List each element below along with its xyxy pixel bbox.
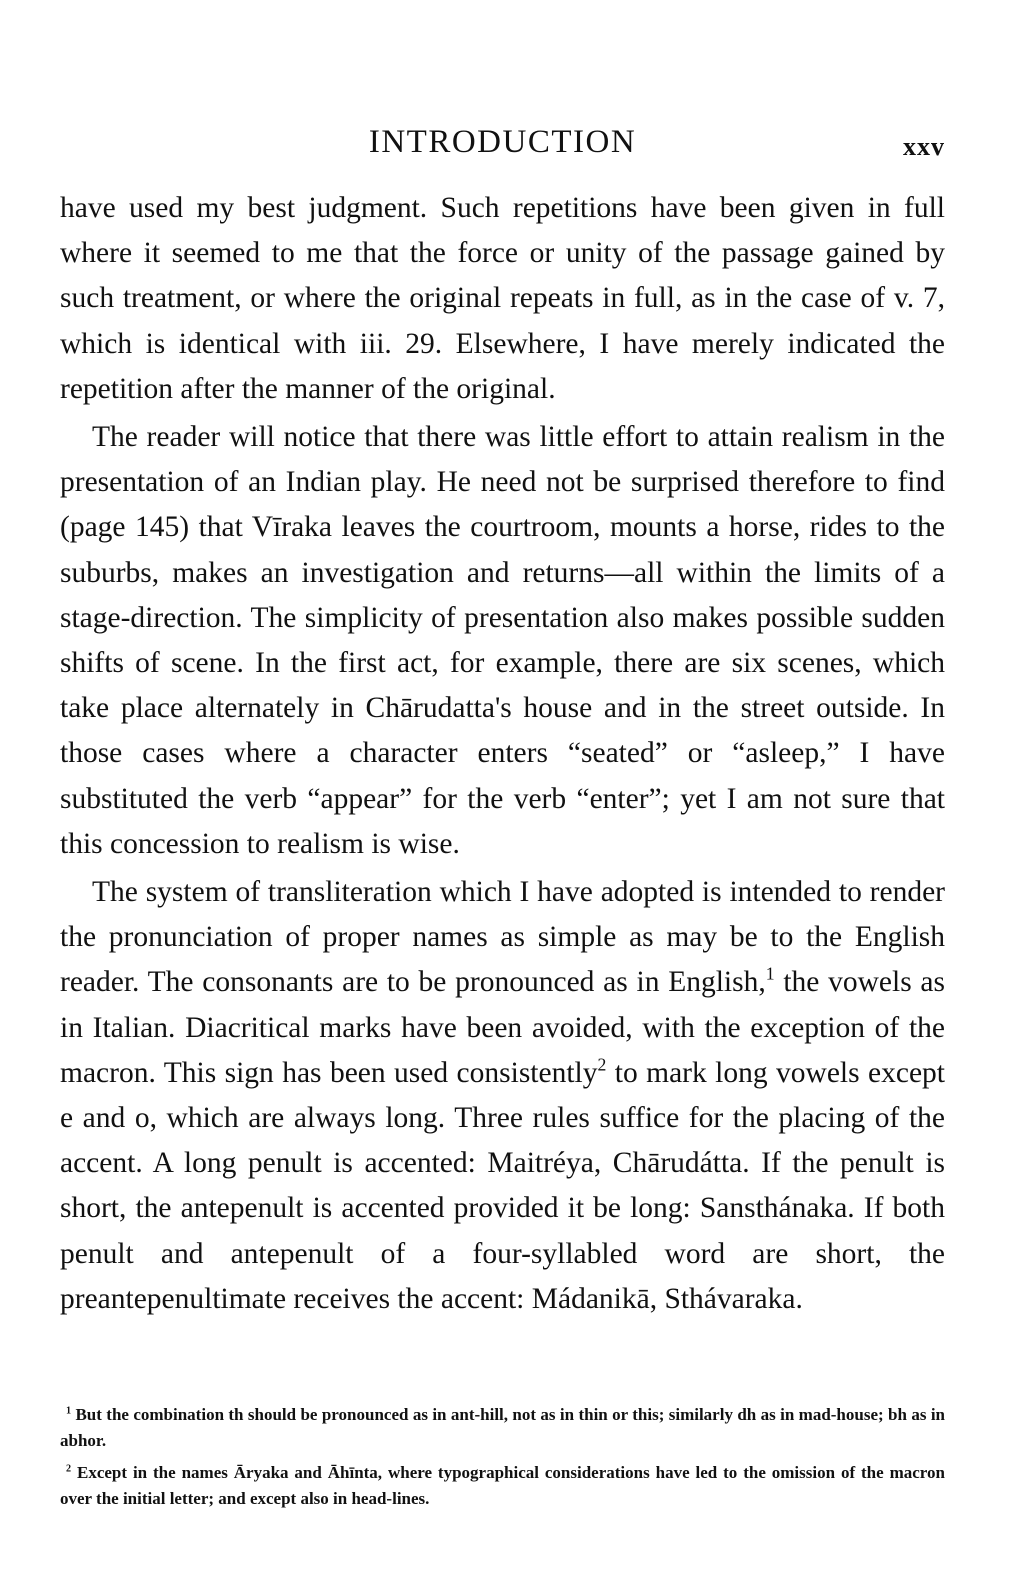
footnote-1-mark: 1	[66, 1405, 72, 1417]
body-text	[60, 186, 945, 1322]
footnotes	[60, 1402, 945, 1518]
paragraph-3-part-1: The system of transliteration which I have adopted is intended to render the pronunciation of proper names as simple as may be to the English reader. The consonants are to be pronounced as in English,	[60, 876, 945, 999]
footnote-1	[60, 1402, 945, 1454]
footnote-1-text: But the combination th should be pronounced as in ant-hill, not as in thin or this; similarly dh as in mad-house; bh as in abhor.	[60, 1405, 945, 1450]
page-number: xxv	[903, 132, 945, 161]
footnote-ref-2: 2	[597, 1054, 607, 1075]
paragraph-1: have used my best judgment. Such repetitions have been given in full where it seemed to me that the force or unity of the passage gained by such treatment, or where the original repeats in full, as in the case of v. 7, which is identical with iii. 29. Elsewhere, I have merely indicated the repetition after the manner of the original.	[60, 192, 945, 405]
footnote-2	[60, 1460, 945, 1512]
paragraph-2: The reader will notice that there was little effort to attain realism in the presentation of an Indian play. He need not be surprised therefore to find (page 145) that Vīraka leaves the courtroom, mounts a horse, rides to the suburbs, makes an investigation and returns—all within the limits of a stage-direction. The simplicity of presentation also makes possible sudden shifts of scene. In the first act, for example, there are six scenes, which take place alternately in Chārudatta's house and in the street outside. In those cases where a character enters “seated” or “asleep,” I have substituted the verb “appear” for the verb “enter”; yet I am not sure that this concession to realism is wise.	[60, 421, 945, 860]
footnote-2-text: Except in the names Āryaka and Āhīnta, where typographical considerations have led to the omission of the macron over the initial letter; and except also in head-lines.	[60, 1463, 945, 1508]
footnote-2-mark: 2	[66, 1463, 72, 1475]
footnote-ref-1: 1	[765, 963, 775, 984]
paragraph-3-part-2: the vowels as in Italian. Diacritical marks have been avoided, with the exception of the macron. This sign has been used consistently	[60, 966, 946, 1089]
running-head	[60, 124, 945, 168]
paragraph-3	[60, 870, 945, 1322]
running-title: INTRODUCTION	[368, 124, 637, 160]
paragraph-3-part-3: to mark long vowels except e and o, which are always long. Three rules suffice for the placing of the accent. A long penult is accented: Maitréya, Chārudátta. If the penult is short, the antepenult is accented provided it be long: Sansthánaka. If both penult and antepenult of a four-syllabled word are short, the preantepenultimate receives the accent: Mádanikā, Sthávaraka.	[60, 1056, 946, 1315]
